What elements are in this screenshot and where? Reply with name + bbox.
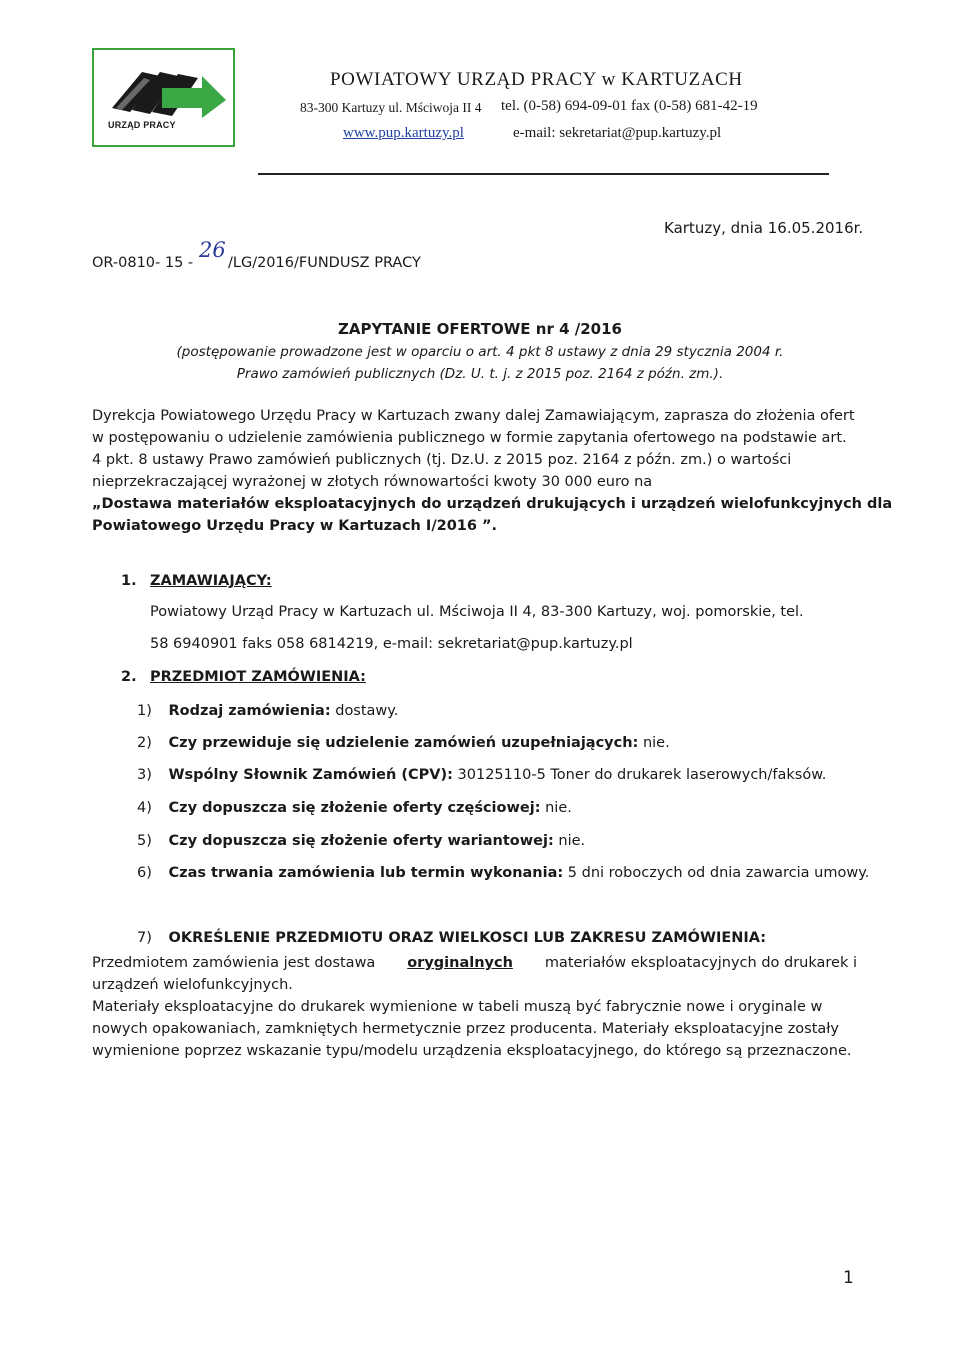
list-item-value: 30125110-5 Toner do drukarek laserowych/faksów. [452,767,827,783]
logo-text: URZĄD PRACY [108,120,176,130]
document-subtitle-line1: (postępowanie prowadzone jest w oparciu o art. 4 pkt 8 ustawy z dnia 29 stycznia 2004 r. [176,344,784,360]
document-subtitle-line2: Prawo zamówień publicznych (Dz. U. t. j. z 2015 poz. 2164 z późn. zm.). [236,366,724,382]
list-item-value: 5 dni roboczych od dnia zawarcia umowy. [563,865,870,881]
list-item-number: 2) [137,735,152,751]
item7-text: nowych opakowaniach, zamkniętych hermetycznie przez producenta. Materiały eksploatacyjne zostały [92,1021,840,1037]
list-item-label: Rodzaj zamówienia: [168,703,331,719]
intro-line [92,471,857,493]
list-item [137,735,670,751]
list-item-number: 7) [137,930,152,946]
item7-line: wymienione poprzez wskazanie typu/modelu urządzenia eksploatacyjnego, do którego są przeznaczone. [92,1043,852,1059]
section2-number: 2. [121,669,137,685]
section1-line1: Powiatowy Urząd Pracy w Kartuzach ul. Mściwoja II 4, 83-300 Kartuzy, woj. pomorskie, tel. [150,604,804,620]
intro-line-text: Dyrekcja Powiatowego Urzędu Pracy w Kartuzach zwany dalej Zamawiającym, zaprasza do złożenia ofert [92,408,855,424]
document-title: ZAPYTANIE OFERTOWE nr 4 /2016 [338,320,622,338]
item7-emphasis: oryginalnych [407,955,513,971]
item7-line [92,996,857,1018]
list-item [137,865,869,881]
intro-line [92,449,857,471]
list-item-number: 5) [137,833,152,849]
list-item [137,800,572,816]
logo [92,48,235,147]
item7-text: Przedmiotem zamówienia jest dostawa [92,955,376,971]
section1-number: 1. [121,573,137,589]
section1-heading: ZAMAWIAJĄCY: [150,573,272,589]
reference-suffix: /LG/2016/FUNDUSZ PRACY [228,255,421,271]
item7-text: materiałów eksploatacyjnych do drukarek i [544,955,857,971]
item7-line [92,952,857,974]
list-item [137,703,398,719]
letterhead-divider [258,173,829,175]
list-item-label: Czy przewiduje się udzielenie zamówień uzupełniających: [168,735,639,751]
list-item-value: nie. [553,833,586,849]
item7-text: Materiały eksploatacyjne do drukarek wymienione w tabeli muszą być fabrycznie nowe i oryginale w [92,999,823,1015]
section1-line2: 58 6940901 faks 058 6814219, e-mail: sekretariat@pup.kartuzy.pl [150,636,633,652]
reference-prefix: OR-0810- 15 - [92,255,194,271]
item7-heading: OKREŚLENIE PRZEDMIOTU ORAZ WIELKOSCI LUB ZAKRESU ZAMÓWIENIA: [168,930,767,946]
list-item-value: dostawy. [330,703,399,719]
intro-subject-line: „Dostawa materiałów eksploatacyjnych do urządzeń drukujących i urządzeń wielofunkcyjnych dla [92,496,893,512]
list-item [137,767,826,783]
list-item-label: Czy dopuszcza się złożenie oferty wariantowej: [168,833,554,849]
intro-line-text: 4 pkt. 8 ustawy Prawo zamówień publicznych (tj. Dz.U. z 2015 poz. 2164 z późn. zm.) o wartości [92,452,792,468]
list-item [137,833,585,849]
list-item-number: 1) [137,703,152,719]
list-item-number: 3) [137,767,152,783]
organization-website-link[interactable]: www.pup.kartuzy.pl [343,125,464,141]
section2-heading: PRZEDMIOT ZAMÓWIENIA: [150,669,366,685]
page-number: 1 [843,1268,854,1288]
intro-line-text: w postępowaniu o udzielenie zamówienia publicznego w formie zapytania ofertowego na podstawie art. [92,430,847,446]
intro-line [92,427,857,449]
list-item-label: Czy dopuszcza się złożenie oferty częściowej: [168,800,541,816]
list-item-number: 4) [137,800,152,816]
list-item-label: Czas trwania zamówienia lub termin wykonania: [168,865,564,881]
reference-handwritten-number: 26 [199,238,226,262]
logo-graphic-icon [102,58,227,118]
intro-line [92,405,857,427]
item7-line: urządzeń wielofunkcyjnych. [92,977,293,993]
item7-line [92,1018,857,1040]
intro-paragraph [92,405,893,537]
place-and-date: Kartuzy, dnia 16.05.2016r. [664,219,864,237]
organization-email: e-mail: sekretariat@pup.kartuzy.pl [513,125,722,141]
item7-description [92,952,857,1062]
item7-heading-row [137,930,766,946]
list-item-value: nie. [540,800,572,816]
intro-line-text: nieprzekraczającej wyrażonej w złotych równowartości kwoty 30 000 euro na [92,474,653,490]
list-item-label: Wspólny Słownik Zamówień (CPV): [168,767,453,783]
intro-subject-line: Powiatowego Urzędu Pracy w Kartuzach I/2016 ”. [92,518,498,534]
organization-name: POWIATOWY URZĄD PRACY w KARTUZACH [330,69,743,90]
organization-address: 83-300 Kartuzy ul. Mściwoja II 4 [300,100,482,115]
list-item-value: nie. [638,735,670,751]
organization-phone-fax: tel. (0-58) 694-09-01 fax (0-58) 681-42-19 [501,98,758,114]
list-item-number: 6) [137,865,152,881]
